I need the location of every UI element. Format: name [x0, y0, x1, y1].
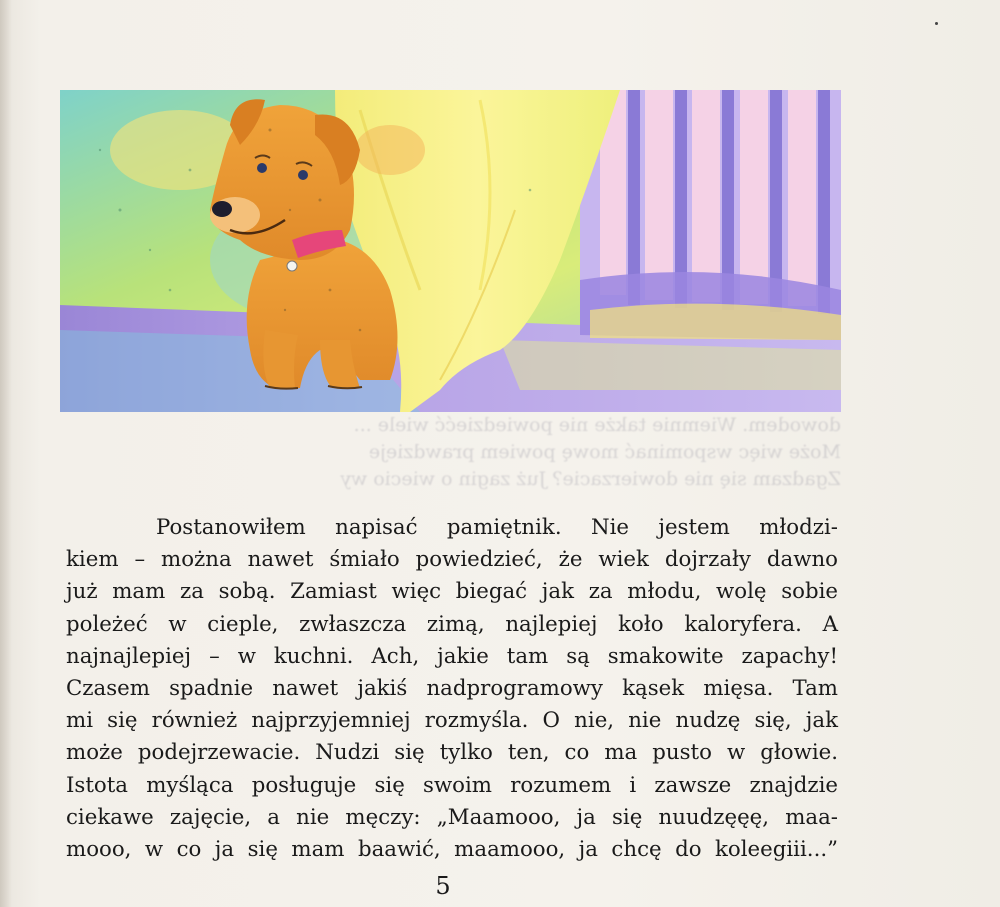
paragraph-line: poleżeć w cieple, zwłaszcza zimą, najlepiej koło kaloryfera. A — [66, 611, 838, 637]
paragraph-line: ciekawe zajęcie, a nie męczy: „Maamooo, ja się nuudzęęę, maa- — [66, 804, 838, 830]
paragraph-line: kiem – można nawet śmiało powiedzieć, że wiek dojrzały dawno — [66, 547, 838, 573]
bleed-through-text — [60, 412, 841, 522]
paragraph-line: Postanowiłem napisać pamiętnik. Nie jestem młodzi- — [156, 515, 838, 540]
diary-paragraph — [66, 512, 838, 866]
bleed-line: Może więc wspominać mowę powiem prawdzieje — [368, 441, 841, 463]
puppy-watercolor-icon — [60, 90, 841, 412]
page-gutter-shadow — [0, 0, 12, 907]
bleed-line: dowodem. Wiemnie także nie powiedziećć wiele ... — [353, 414, 841, 436]
speck — [935, 22, 938, 25]
paragraph-line: mi się również najprzyjemniej rozmyśla. O nie, nie nudzę się, jak — [66, 708, 838, 734]
puppy-illustration — [60, 90, 841, 412]
bleed-line: Zgadzam się nie dowierzacie? Już zagin o wiecio wy — [340, 468, 841, 490]
page-number: 5 — [435, 872, 451, 900]
paragraph-line: Czasem spadnie nawet jakiś nadprogramowy kąsek mięsa. Tam — [66, 675, 838, 701]
paragraph-line: Istota myśląca posługuje się swoim rozumem i zawsze znajdzie — [66, 772, 838, 798]
paragraph-line: może podejrzewacie. Nudzi się tylko ten, co ma pusto w głowie. — [66, 740, 838, 766]
paragraph-line: mooo, w co ja się mam baawić, maamooo, ja chcę do koleegiii...” — [66, 836, 838, 862]
paragraph-line: już mam za sobą. Zamiast więc biegać jak za młodu, wolę sobie — [66, 579, 838, 605]
paragraph-line: najnajlepiej – w kuchni. Ach, jakie tam są smakowite zapachy! — [66, 643, 838, 669]
